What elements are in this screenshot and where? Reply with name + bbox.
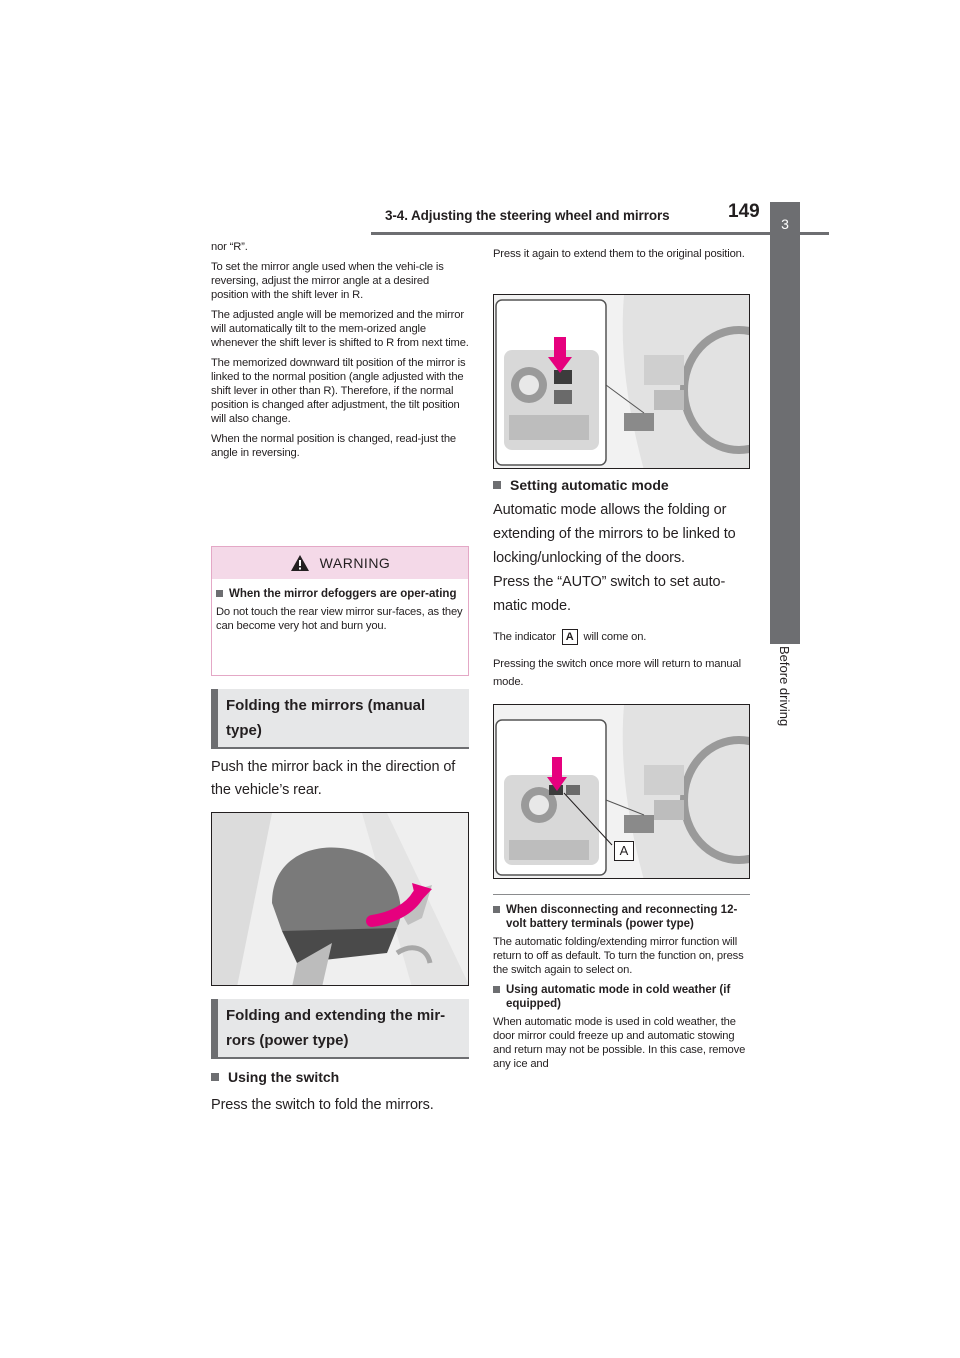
manual-instruction: Push the mirror back in the direction of the vehicle’s rear. [211,759,456,798]
paragraph: To set the mirror angle used when the vehi-cle is reversing, adjust the mirror angle at a desired position with the shift lever in R. [211,261,444,301]
extend-instruction: Press it again to extend them to the original position. [493,248,745,260]
auto-switch-figure [493,704,750,879]
paragraph: nor “R”. [211,241,248,253]
note-text: When automatic mode is used in cold weather, the door mirror could freeze up and automatic stowing and return may not be possible. In this case, remove any ice and [493,1016,746,1070]
note-heading: Using automatic mode in cold weather (if equipped) [493,983,750,1011]
warning-triangle-icon [290,554,310,572]
paragraph: When the normal position is changed, read-just the angle in reversing. [211,433,456,459]
section-heading-manual: Folding the mirrors (manual type) [211,689,469,749]
auto-mode-description: Automatic mode allows the folding or extending of the mirrors to be linked to locking/unlocking of the doors. [493,502,736,566]
warning-text: Do not touch the rear view mirror sur-faces, as they can become very hot and burn you. [216,606,463,632]
left-column [211,240,469,466]
divider [493,894,750,895]
bullet-square-icon [493,906,500,913]
note-text: The automatic folding/extending mirror function will return to off as default. To turn the function on, press the switch again to select on. [493,936,744,976]
warning-box [211,546,469,676]
header-rule [371,232,829,235]
chapter-number: 3 [781,216,789,232]
manual-mirror-figure [211,812,469,986]
bullet-square-icon [493,481,501,489]
chapter-tab [770,202,800,644]
warning-title: WARNING [319,555,391,571]
power-instruction: Press the switch to fold the mirrors. [211,1097,434,1113]
note-heading: When disconnecting and reconnecting 12-volt battery terminals (power type) [493,903,750,931]
using-switch-subhead: Using the switch [211,1069,339,1085]
warning-header [212,547,468,579]
paragraph: The memorized downward tilt position of the mirror is linked to the normal position (angle adjusted with the shift lever in other than R). Therefore, if the normal position is changed after adjustment, the tilt position will also change. [211,357,466,425]
manual-return-note: Pressing the switch once more will return to manual mode. [493,658,741,688]
auto-mode-instruction: Press the “AUTO” switch to set auto-matic mode. [493,574,726,614]
bullet-square-icon [216,590,223,597]
bullet-square-icon [493,986,500,993]
indicator-note: The indicator A will come on. [493,631,647,643]
auto-mode-subhead: Setting automatic mode [493,477,669,493]
section-heading-power: Folding and extending the mir-rors (power type) [211,999,469,1059]
notes-section [493,886,750,1077]
warning-subhead: When the mirror defoggers are oper-ating [216,587,464,601]
paragraph: The adjusted angle will be memorized and the mirror will automatically tilt to the mem-orized angle whenever the shift lever is shifted to R from next time. [211,309,469,349]
mirror-switch-figure [493,294,750,469]
callout-a: A [614,841,634,861]
page-number: 149 [728,201,760,222]
bullet-square-icon [211,1073,219,1081]
indicator-label: A [562,629,578,645]
section-title: 3-4. Adjusting the steering wheel and mirrors [385,208,670,223]
